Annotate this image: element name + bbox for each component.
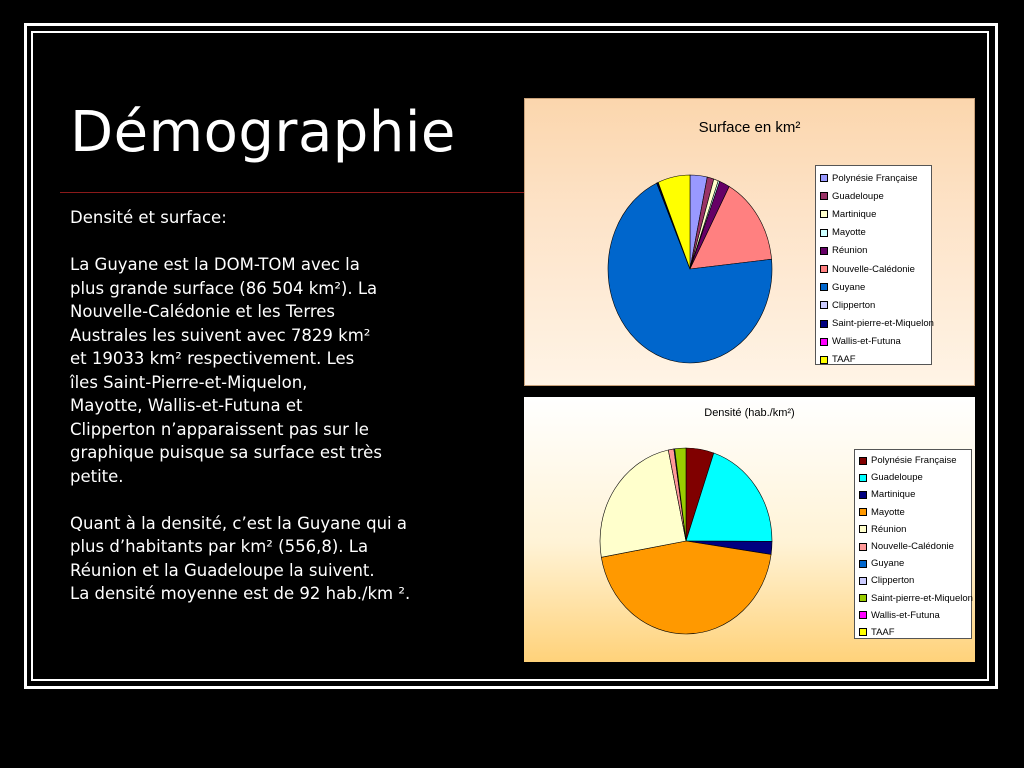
legend-entry <box>820 187 927 205</box>
chart-title: Densité (hab./km²) <box>704 407 795 419</box>
legend-label: Polynésie Française <box>832 172 918 184</box>
legend-entry <box>820 260 927 278</box>
legend-entry <box>859 486 967 503</box>
paragraph-gap <box>70 488 490 512</box>
slide-title: Démographie <box>70 100 456 165</box>
title-divider <box>60 192 524 193</box>
legend-swatch <box>820 192 828 200</box>
legend-entry <box>820 224 927 242</box>
legend-entry <box>820 351 927 369</box>
legend-swatch <box>820 174 828 182</box>
legend-swatch <box>859 457 867 465</box>
legend-label: Mayotte <box>871 506 905 518</box>
density-pie <box>598 447 774 639</box>
legend-entry <box>820 242 927 260</box>
legend-entry <box>820 169 927 187</box>
legend-swatch <box>820 301 828 309</box>
legend-label: Réunion <box>832 245 868 257</box>
legend-entry <box>859 607 967 624</box>
legend-label: Martinique <box>832 208 877 220</box>
legend-swatch <box>859 525 867 533</box>
legend-swatch <box>820 229 828 237</box>
legend-label: Wallis-et-Futuna <box>871 609 940 621</box>
surface-chart <box>524 98 975 386</box>
legend-label: Guadeloupe <box>871 472 923 484</box>
legend-label: Martinique <box>871 489 916 501</box>
legend-entry <box>859 555 967 572</box>
legend-swatch <box>859 474 867 482</box>
legend-entry <box>859 469 967 486</box>
legend-swatch <box>859 594 867 602</box>
legend-entry <box>859 590 973 607</box>
legend-entry <box>859 521 967 538</box>
chart-title: Surface en km² <box>698 119 801 136</box>
legend-entry <box>820 296 927 314</box>
body-text <box>70 206 490 606</box>
legend-swatch <box>820 320 828 328</box>
legend-entry <box>820 315 934 333</box>
legend-entry <box>859 504 967 521</box>
legend-entry <box>859 452 967 469</box>
section-subtitle: Densité et surface: <box>70 208 227 227</box>
legend-entry <box>820 278 927 296</box>
legend-label: Réunion <box>871 523 907 535</box>
legend-swatch <box>820 283 828 291</box>
legend-label: Wallis-et-Futuna <box>832 336 901 348</box>
legend-label: TAAF <box>871 626 895 638</box>
legend-swatch <box>859 560 867 568</box>
legend-swatch <box>859 577 867 585</box>
average-density-paragraph: La densité moyenne est de 92 hab./km ². <box>70 584 411 603</box>
legend-label: Clipperton <box>832 299 876 311</box>
legend-entry <box>820 333 927 351</box>
legend-swatch <box>820 338 828 346</box>
legend-entry <box>859 538 967 555</box>
pie-slice <box>601 541 771 634</box>
legend-entry <box>859 572 967 589</box>
legend-label: Nouvelle-Calédonie <box>832 263 915 275</box>
legend-label: Clipperton <box>871 575 915 587</box>
density-legend <box>854 449 972 639</box>
legend-swatch <box>859 628 867 636</box>
legend-label: TAAF <box>832 354 856 366</box>
density-paragraph: Quant à la densité, c’est la Guyane qui a plus d’habitants par km² (556,8). La Réunion et la Guadeloupe la suivent. <box>70 513 407 580</box>
surface-legend <box>815 165 932 365</box>
legend-label: Guadeloupe <box>832 190 884 202</box>
legend-entry <box>820 205 927 223</box>
surface-paragraph: La Guyane est la DOM-TOM avec la plus grande surface (86 504 km²). La Nouvelle-Calédonie et les Terres Australes les suivent avec 7829 km² et 19033 km² respectivement. Les îles Saint-Pierre-et-Miquelon, Mayotte, Wallis-et-Futuna et Clipperton n’apparaissent pas sur le graphique puisque sa surface est très petite. <box>70 255 382 486</box>
legend-entry <box>859 624 967 641</box>
legend-swatch <box>859 543 867 551</box>
density-chart <box>524 397 975 662</box>
legend-label: Mayotte <box>832 227 866 239</box>
legend-swatch <box>859 508 867 516</box>
surface-pie <box>607 177 773 367</box>
legend-swatch <box>820 247 828 255</box>
legend-label: Nouvelle-Calédonie <box>871 541 954 553</box>
legend-label: Saint-pierre-et-Miquelon <box>871 592 973 604</box>
legend-label: Guyane <box>871 558 905 570</box>
legend-swatch <box>820 356 828 364</box>
legend-swatch <box>820 210 828 218</box>
legend-label: Saint-pierre-et-Miquelon <box>832 318 934 330</box>
legend-swatch <box>859 491 867 499</box>
legend-swatch <box>859 611 867 619</box>
legend-swatch <box>820 265 828 273</box>
legend-label: Guyane <box>832 281 866 293</box>
legend-label: Polynésie Française <box>871 455 957 467</box>
